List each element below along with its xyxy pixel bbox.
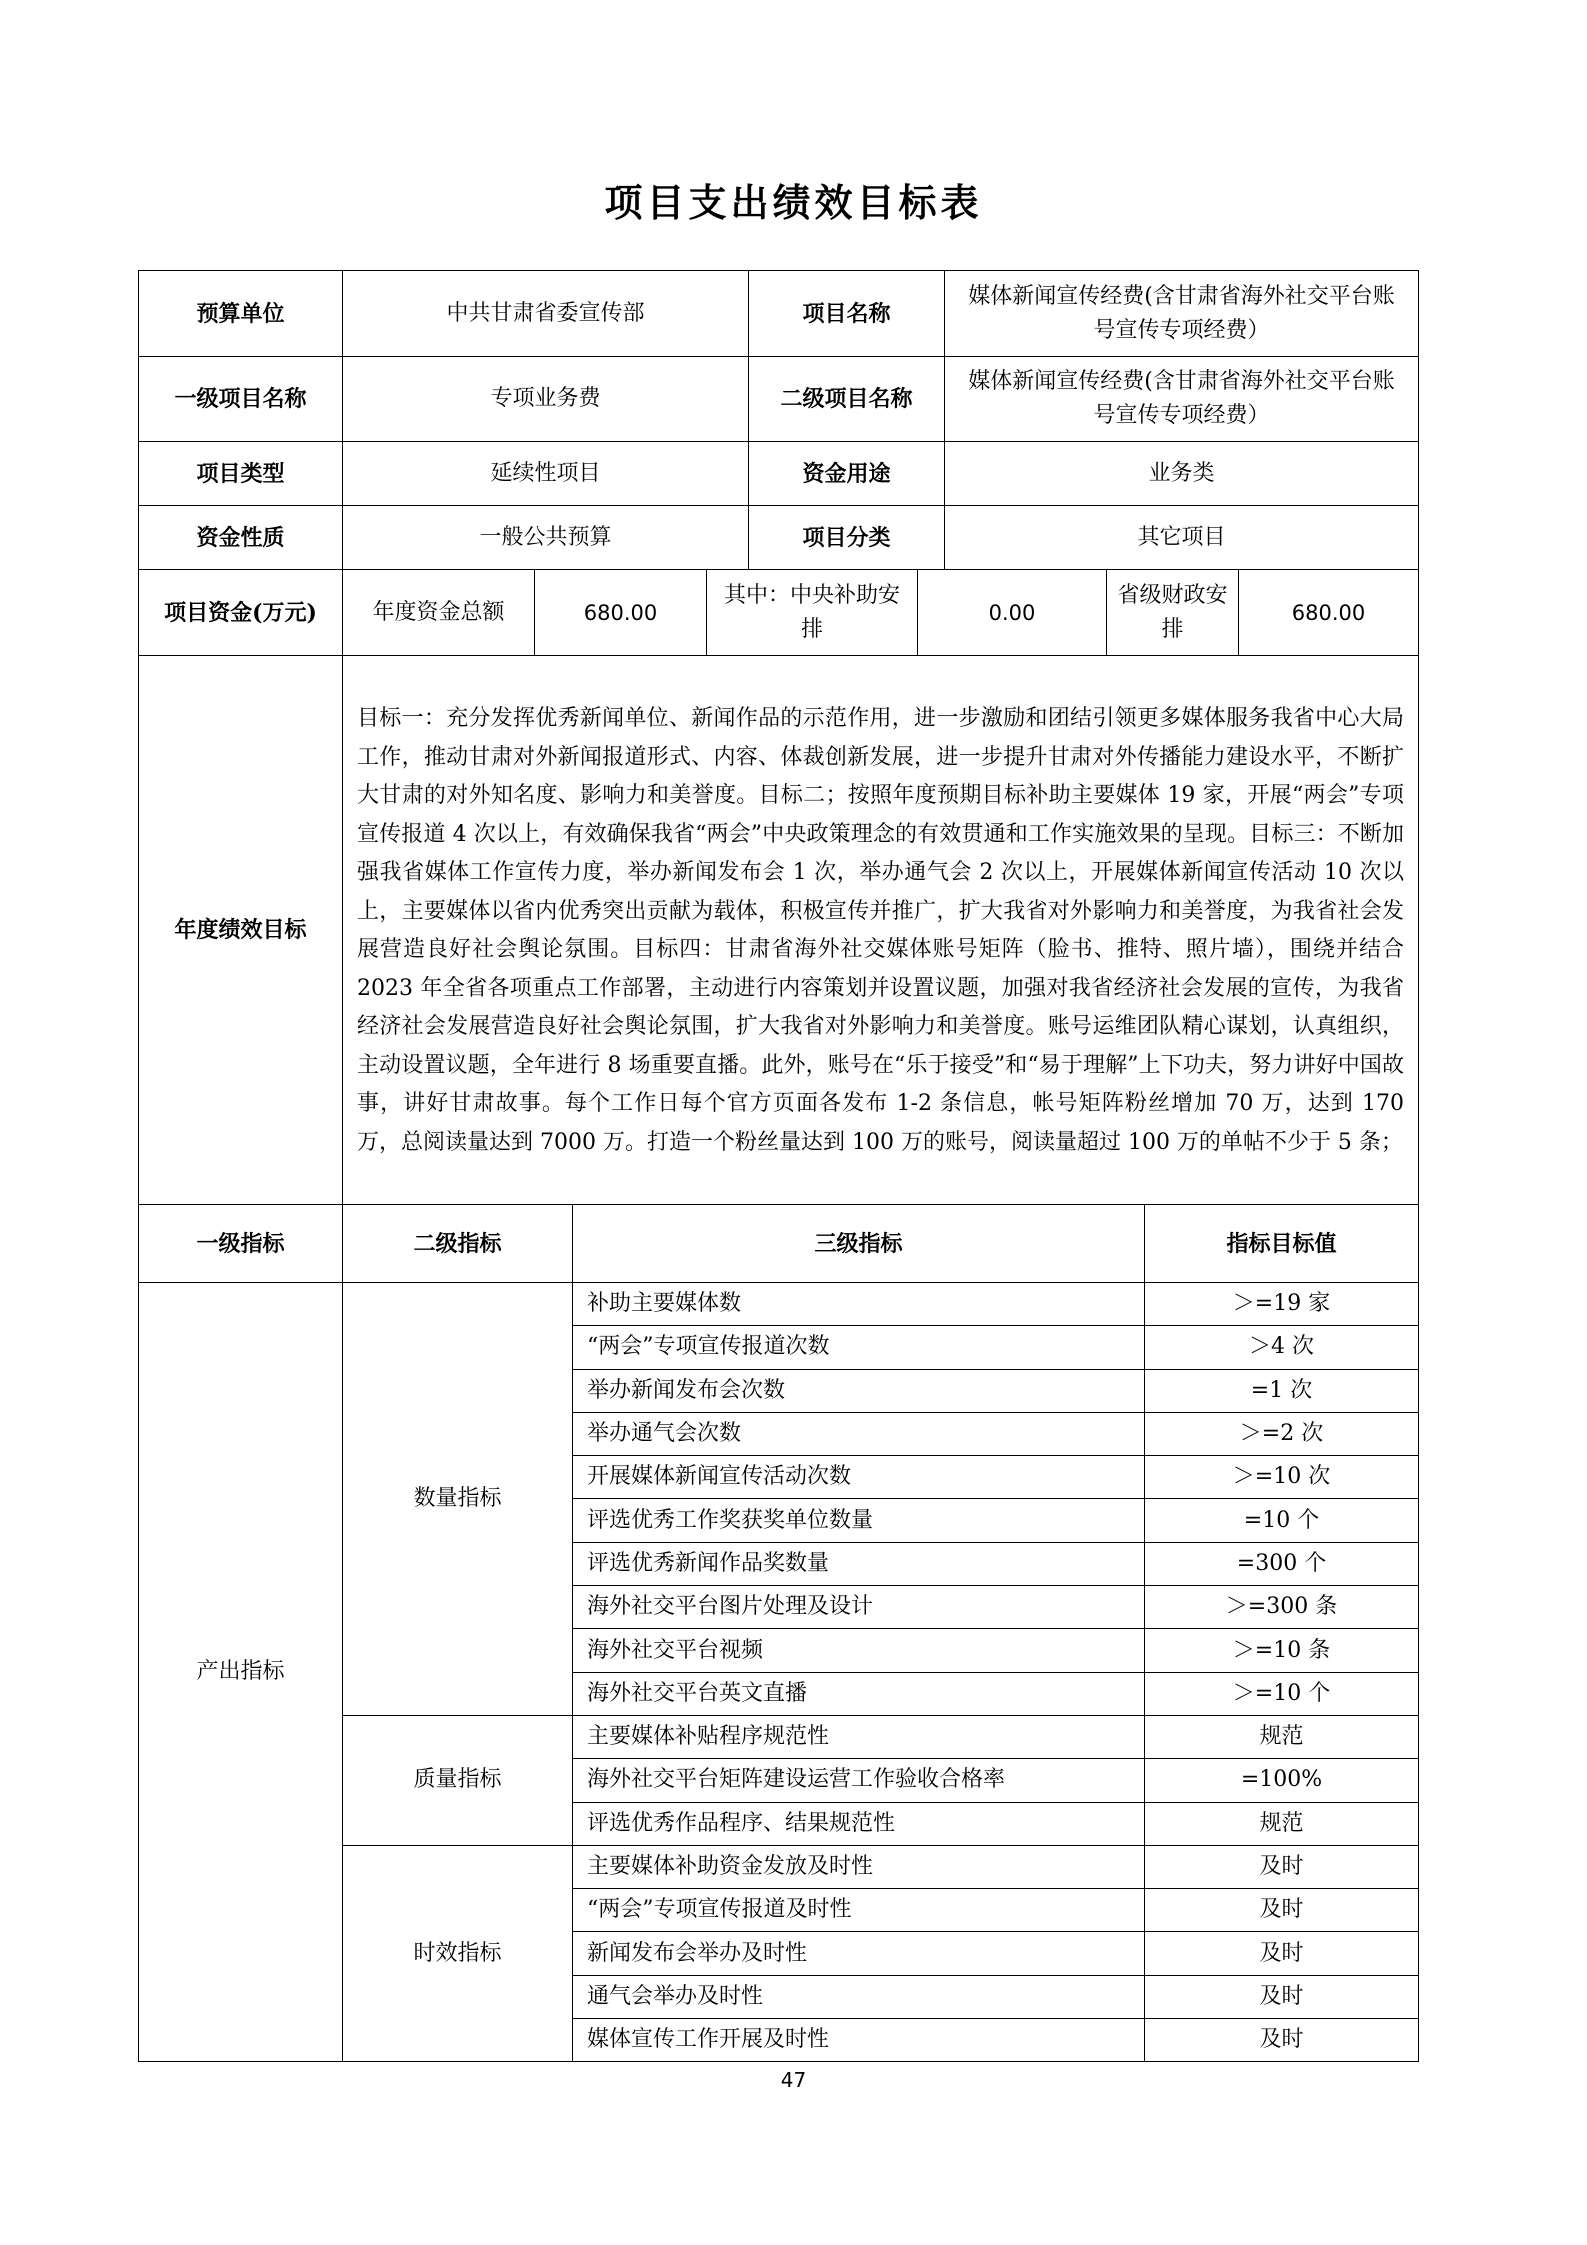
level2-indicator: 数量指标 (343, 1283, 573, 1716)
level3-indicator: 评选优秀新闻作品奖数量 (573, 1542, 1145, 1585)
provincial-funds-label: 省级财政安排 (1107, 570, 1239, 656)
indicator-header-row (139, 1205, 1419, 1283)
level3-indicator: 评选优秀工作奖获奖单位数量 (573, 1499, 1145, 1542)
annual-goal-row (139, 656, 1419, 1205)
level3-indicator: 海外社交平台视频 (573, 1629, 1145, 1672)
target-value: 及时 (1145, 1889, 1419, 1932)
funds-row (139, 570, 1419, 656)
level3-indicator: 举办新闻发布会次数 (573, 1369, 1145, 1412)
info-row (139, 357, 1419, 442)
fund-nature-value: 一般公共预算 (343, 506, 749, 570)
central-funds-value: 0.00 (918, 570, 1107, 656)
target-value: ＞=2 次 (1145, 1412, 1419, 1455)
level3-indicator: 举办通气会次数 (573, 1412, 1145, 1455)
project-class-label: 项目分类 (749, 506, 945, 570)
indicators-table (138, 1204, 1419, 2062)
budget-unit-value: 中共甘肃省委宣传部 (343, 271, 749, 357)
level1-name-label: 一级项目名称 (139, 357, 343, 442)
level3-indicator: 媒体宣传工作开展及时性 (573, 2019, 1145, 2062)
level3-indicator: 海外社交平台矩阵建设运营工作验收合格率 (573, 1759, 1145, 1802)
project-info-table (138, 270, 1419, 570)
page-title: 项目支出绩效目标表 (604, 180, 983, 225)
target-value: =10 个 (1145, 1499, 1419, 1542)
budget-unit-label: 预算单位 (139, 271, 343, 357)
target-value: =300 个 (1145, 1542, 1419, 1585)
annual-goal-text: 目标一：充分发挥优秀新闻单位、新闻作品的示范作用，进一步激励和团结引领更多媒体服务我省中心大局工作，推动甘肃对外新闻报道形式、内容、体裁创新发展，进一步提升甘肃对外传播能力建设水平，不断扩大甘肃的对外知名度、影响力和美誉度。目标二；按照年度预期目标补助主要媒体 19 家，开展“两会”专项宣传报道 4 次以上，有效确保我省“两会”中央政策理念的有效贯通和工作实施效果的呈现。目标三：不断加强我省媒体工作宣传力度，举办新闻发布会 1 次，举办通气会 2 次以上，开展媒体新闻宣传活动 10 次以上，主要媒体以省内优秀突出贡献为载体，积极宣传并推广，扩大我省对外影响力和美誉度，为我省社会发展营造良好社会舆论氛围。目标四：甘肃省海外社交媒体账号矩阵（脸书、推特、照片墙），围绕并结合 2023 年全省各项重点工作部署，主动进行内容策划并设置议题，加强对我省经济社会发展的宣传，为我省经济社会发展营造良好社会舆论氛围，扩大我省对外影响力和美誉度。账号运维团队精心谋划，认真组织，主动设置议题，全年进行 8 场重要直播。此外，账号在“乐于接受”和“易于理解”上下功夫，努力讲好中国故事，讲好甘肃故事。每个工作日每个官方页面各发布 1-2 条信息，帐号矩阵粉丝增加 70 万，达到 170 万，总阅读量达到 7000 万。打造一个粉丝量达到 100 万的账号，阅读量超过 100 万的单帖不少于 5 条； (343, 656, 1419, 1205)
level3-indicator: 主要媒体补助资金发放及时性 (573, 1845, 1145, 1888)
level3-indicator: 新闻发布会举办及时性 (573, 1932, 1145, 1975)
target-value: ＞4 次 (1145, 1326, 1419, 1369)
indicator-header-2: 二级指标 (343, 1205, 573, 1283)
project-name-label: 项目名称 (749, 271, 945, 357)
project-name-value: 媒体新闻宣传经费(含甘肃省海外社交平台账号宣传专项经费） (945, 271, 1419, 357)
indicator-header-1: 一级指标 (139, 1205, 343, 1283)
level3-indicator: 开展媒体新闻宣传活动次数 (573, 1456, 1145, 1499)
info-row (139, 442, 1419, 506)
level3-indicator: “两会”专项宣传报道及时性 (573, 1889, 1145, 1932)
indicator-header-3: 三级指标 (573, 1205, 1145, 1283)
level1-indicator: 产出指标 (139, 1283, 343, 2062)
fund-use-value: 业务类 (945, 442, 1419, 506)
level1-name-value: 专项业务费 (343, 357, 749, 442)
target-value: ＞=10 条 (1145, 1629, 1419, 1672)
funds-label: 项目资金(万元) (139, 570, 343, 656)
target-value: ＞=19 家 (1145, 1283, 1419, 1326)
info-row (139, 271, 1419, 357)
info-row (139, 506, 1419, 570)
target-value: 及时 (1145, 2019, 1419, 2062)
project-type-value: 延续性项目 (343, 442, 749, 506)
target-value: 及时 (1145, 1932, 1419, 1975)
level3-indicator: 海外社交平台英文直播 (573, 1672, 1145, 1715)
target-value: =1 次 (1145, 1369, 1419, 1412)
central-funds-label: 其中：中央补助安排 (707, 570, 918, 656)
target-value: 规范 (1145, 1715, 1419, 1758)
level3-indicator: 主要媒体补贴程序规范性 (573, 1715, 1145, 1758)
level2-indicator: 质量指标 (343, 1715, 573, 1845)
indicator-header-4: 指标目标值 (1145, 1205, 1419, 1283)
fund-nature-label: 资金性质 (139, 506, 343, 570)
target-value: ＞=10 个 (1145, 1672, 1419, 1715)
target-value: 及时 (1145, 1975, 1419, 2018)
annual-goal-label: 年度绩效目标 (139, 656, 343, 1205)
level3-indicator: 海外社交平台图片处理及设计 (573, 1586, 1145, 1629)
target-value: ＞=10 次 (1145, 1456, 1419, 1499)
page-number: 47 (780, 2068, 807, 2092)
project-type-label: 项目类型 (139, 442, 343, 506)
level3-indicator: 补助主要媒体数 (573, 1283, 1145, 1326)
level3-indicator: “两会”专项宣传报道次数 (573, 1326, 1145, 1369)
funds-goal-table (138, 569, 1419, 1205)
target-value: ＞=300 条 (1145, 1586, 1419, 1629)
project-class-value: 其它项目 (945, 506, 1419, 570)
target-value: 及时 (1145, 1845, 1419, 1888)
level2-name-label: 二级项目名称 (749, 357, 945, 442)
target-value: 规范 (1145, 1802, 1419, 1845)
provincial-funds-value: 680.00 (1239, 570, 1419, 656)
level2-indicator: 时效指标 (343, 1845, 573, 2061)
annual-total-value: 680.00 (535, 570, 707, 656)
annual-total-label: 年度资金总额 (343, 570, 535, 656)
target-value: =100% (1145, 1759, 1419, 1802)
level2-name-value: 媒体新闻宣传经费(含甘肃省海外社交平台账号宣传专项经费） (945, 357, 1419, 442)
fund-use-label: 资金用途 (749, 442, 945, 506)
level3-indicator: 通气会举办及时性 (573, 1975, 1145, 2018)
level3-indicator: 评选优秀作品程序、结果规范性 (573, 1802, 1145, 1845)
table-row (139, 1283, 1419, 1326)
